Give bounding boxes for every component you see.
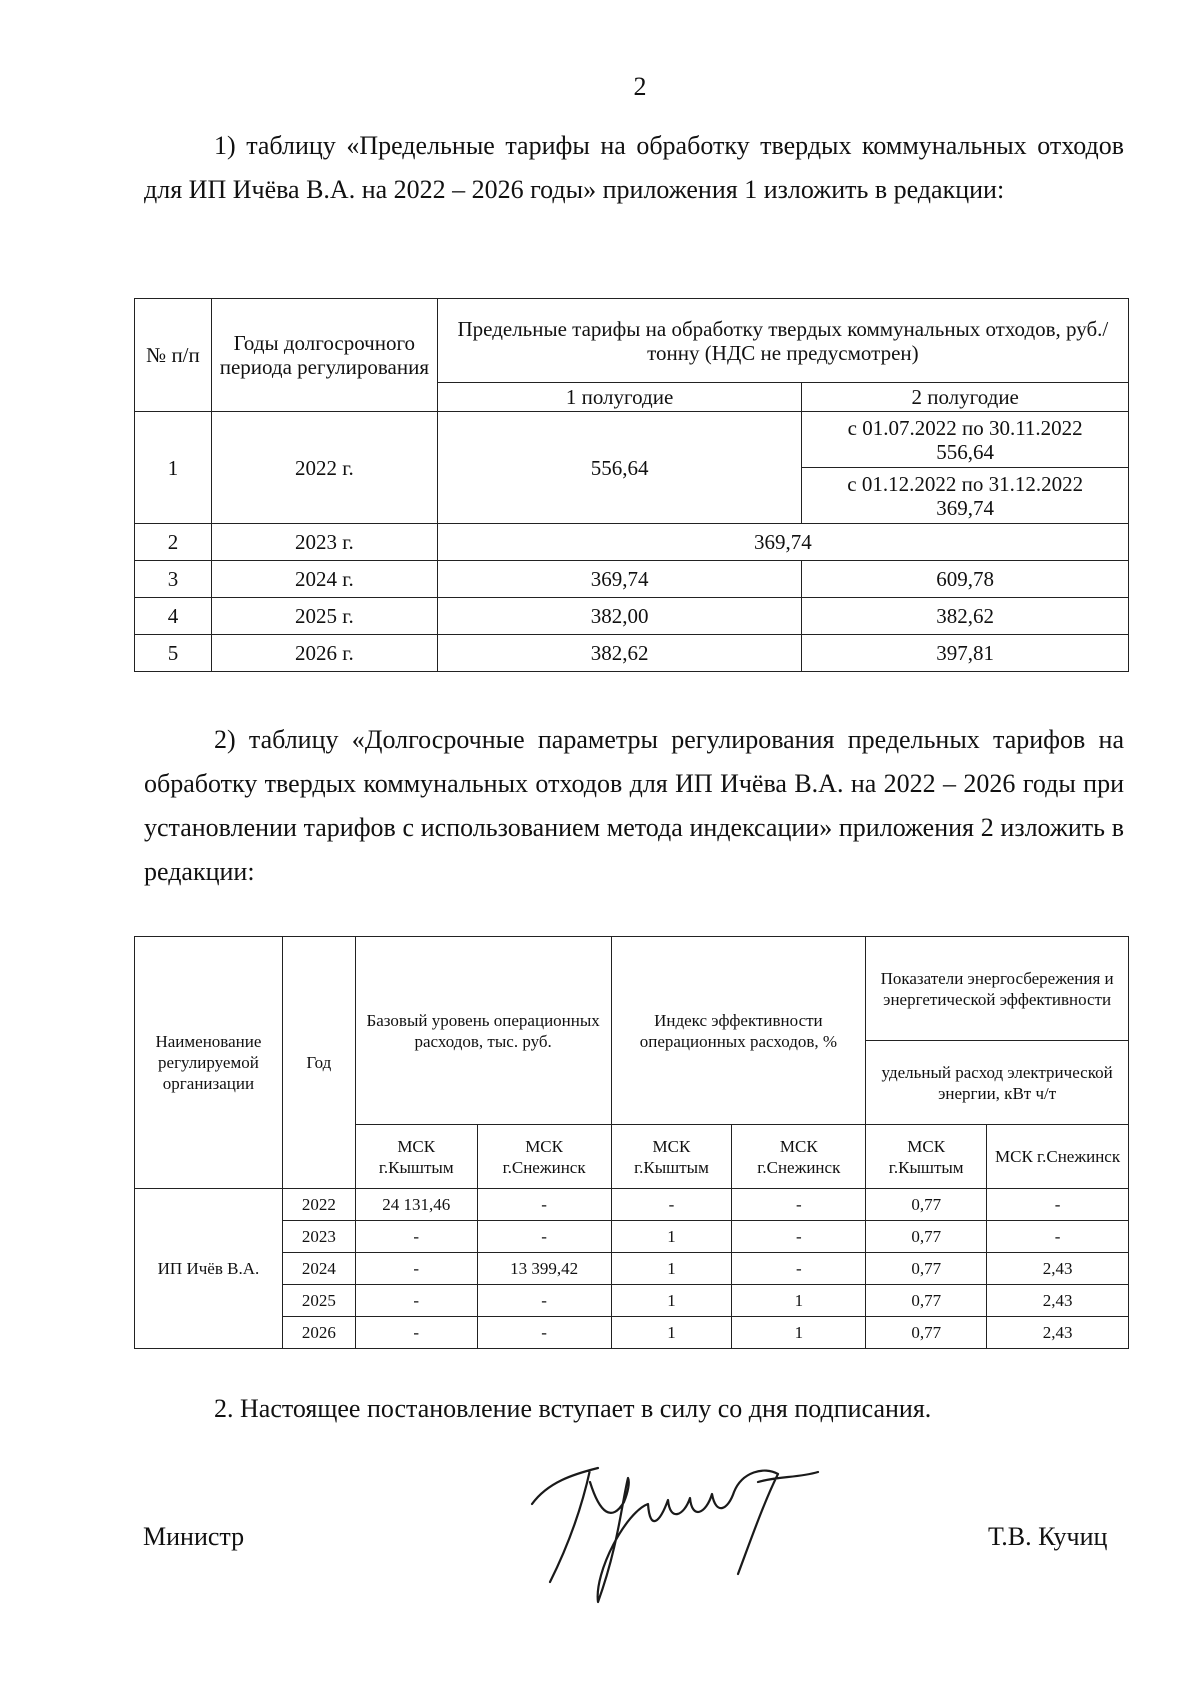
- header-energy-consumption: удельный расход электрической энергии, кВт ч/т: [866, 1041, 1129, 1125]
- header-organization: Наименование регулируемой организации: [135, 937, 283, 1189]
- parameters-table: [134, 936, 1129, 1349]
- row1-half2a-dates: с 01.07.2022 по 30.11.2022: [847, 415, 1083, 440]
- base-snezhinsk: 13 399,42: [477, 1253, 611, 1285]
- index-snezhinsk: -: [732, 1189, 866, 1221]
- energy-snezhinsk: 2,43: [987, 1285, 1129, 1317]
- energy-snezhinsk: -: [987, 1189, 1129, 1221]
- header-index-snezhinsk: МСК г.Снежинск: [732, 1125, 866, 1189]
- year-cell: 2026: [282, 1317, 355, 1349]
- energy-kyshtym: 0,77: [866, 1221, 987, 1253]
- row2-year: 2023 г.: [211, 524, 437, 561]
- row1-number: 1: [135, 412, 212, 524]
- header-half2: 2 полугодие: [802, 383, 1129, 412]
- index-snezhinsk: -: [732, 1253, 866, 1285]
- year-cell: 2023: [282, 1221, 355, 1253]
- index-kyshtym: 1: [611, 1253, 732, 1285]
- year-cell: 2025: [282, 1285, 355, 1317]
- row3-half1: 369,74: [437, 561, 802, 598]
- energy-snezhinsk: -: [987, 1221, 1129, 1253]
- row1-year: 2022 г.: [211, 412, 437, 524]
- page-number: 2: [633, 72, 647, 101]
- clause-2: 2. Настоящее постановление вступает в силу со дня подписания.: [214, 1394, 932, 1423]
- energy-kyshtym: 0,77: [866, 1253, 987, 1285]
- row1-half2b-dates: с 01.12.2022 по 31.12.2022: [847, 471, 1084, 496]
- row4-year: 2025 г.: [211, 598, 437, 635]
- base-snezhinsk: -: [477, 1221, 611, 1253]
- row3-year: 2024 г.: [211, 561, 437, 598]
- row1-half2-period-b: [802, 468, 1129, 524]
- row1-half1: 556,64: [437, 412, 802, 524]
- energy-kyshtym: 0,77: [866, 1189, 987, 1221]
- header-base-snezhinsk: МСК г.Снежинск: [477, 1125, 611, 1189]
- index-kyshtym: 1: [611, 1285, 732, 1317]
- row4-number: 4: [135, 598, 212, 635]
- base-kyshtym: -: [355, 1285, 477, 1317]
- header-half1: 1 полугодие: [437, 383, 802, 412]
- year-cell: 2024: [282, 1253, 355, 1285]
- row2-number: 2: [135, 524, 212, 561]
- row4-half1: 382,00: [437, 598, 802, 635]
- base-kyshtym: -: [355, 1253, 477, 1285]
- index-kyshtym: 1: [611, 1221, 732, 1253]
- header-efficiency-index: Индекс эффективности операционных расходов, %: [611, 937, 866, 1125]
- base-snezhinsk: -: [477, 1285, 611, 1317]
- header-base-level: Базовый уровень операционных расходов, тыс. руб.: [355, 937, 611, 1125]
- energy-kyshtym: 0,77: [866, 1285, 987, 1317]
- row1-half2b-value: 369,74: [936, 495, 995, 520]
- energy-snezhinsk: 2,43: [987, 1317, 1129, 1349]
- header-energy-snezhinsk: МСК г.Снежинск: [987, 1125, 1129, 1189]
- minister-title: Министр: [143, 1522, 245, 1551]
- index-kyshtym: 1: [611, 1317, 732, 1349]
- header-years: Годы долгосрочного периода регулирования: [211, 299, 437, 412]
- tariffs-table: [134, 298, 1129, 672]
- header-index-kyshtym: МСК г.Кыштым: [611, 1125, 732, 1189]
- row3-half2: 609,78: [802, 561, 1129, 598]
- energy-kyshtym: 0,77: [866, 1317, 987, 1349]
- header-year: Год: [282, 937, 355, 1189]
- base-kyshtym: -: [355, 1317, 477, 1349]
- paragraph-table2-intro: 2) таблицу «Долгосрочные параметры регулирования предельных тарифов на обработку твердых коммунальных отходов для ИП Ичёва В.А. на 2022 – 2026 годы при установлении тарифов с использованием метода индексации» приложения 2 изложить в редакции:: [144, 725, 1124, 886]
- organization-name: ИП Ичёв В.А.: [135, 1189, 283, 1349]
- signer-name: Т.В. Кучиц: [988, 1522, 1108, 1551]
- index-snezhinsk: 1: [732, 1285, 866, 1317]
- base-kyshtym: 24 131,46: [355, 1189, 477, 1221]
- paragraph-table1-intro: 1) таблицу «Предельные тарифы на обработку твердых коммунальных отходов для ИП Ичёва В.А. на 2022 – 2026 годы» приложения 1 изложить в редакции:: [144, 131, 1124, 204]
- row5-number: 5: [135, 635, 212, 672]
- header-number: № п/п: [135, 299, 212, 412]
- header-base-kyshtym: МСК г.Кыштым: [355, 1125, 477, 1189]
- row4-half2: 382,62: [802, 598, 1129, 635]
- index-kyshtym: -: [611, 1189, 732, 1221]
- row2-value: 369,74: [437, 524, 1128, 561]
- row3-number: 3: [135, 561, 212, 598]
- year-cell: 2022: [282, 1189, 355, 1221]
- handwritten-signature: [528, 1452, 828, 1607]
- row1-half2a-value: 556,64: [936, 439, 995, 464]
- header-tariffs: Предельные тарифы на обработку твердых коммунальных отходов, руб./тонну (НДС не предусмотрен): [437, 299, 1128, 383]
- row5-half1: 382,62: [437, 635, 802, 672]
- header-energy-indicators: Показатели энергосбережения и энергетической эффективности: [866, 937, 1129, 1041]
- row1-half2-period-a: [802, 412, 1129, 468]
- row5-year: 2026 г.: [211, 635, 437, 672]
- row5-half2: 397,81: [802, 635, 1129, 672]
- energy-snezhinsk: 2,43: [987, 1253, 1129, 1285]
- base-kyshtym: -: [355, 1221, 477, 1253]
- index-snezhinsk: -: [732, 1221, 866, 1253]
- base-snezhinsk: -: [477, 1317, 611, 1349]
- base-snezhinsk: -: [477, 1189, 611, 1221]
- index-snezhinsk: 1: [732, 1317, 866, 1349]
- header-energy-kyshtym: МСК г.Кыштым: [866, 1125, 987, 1189]
